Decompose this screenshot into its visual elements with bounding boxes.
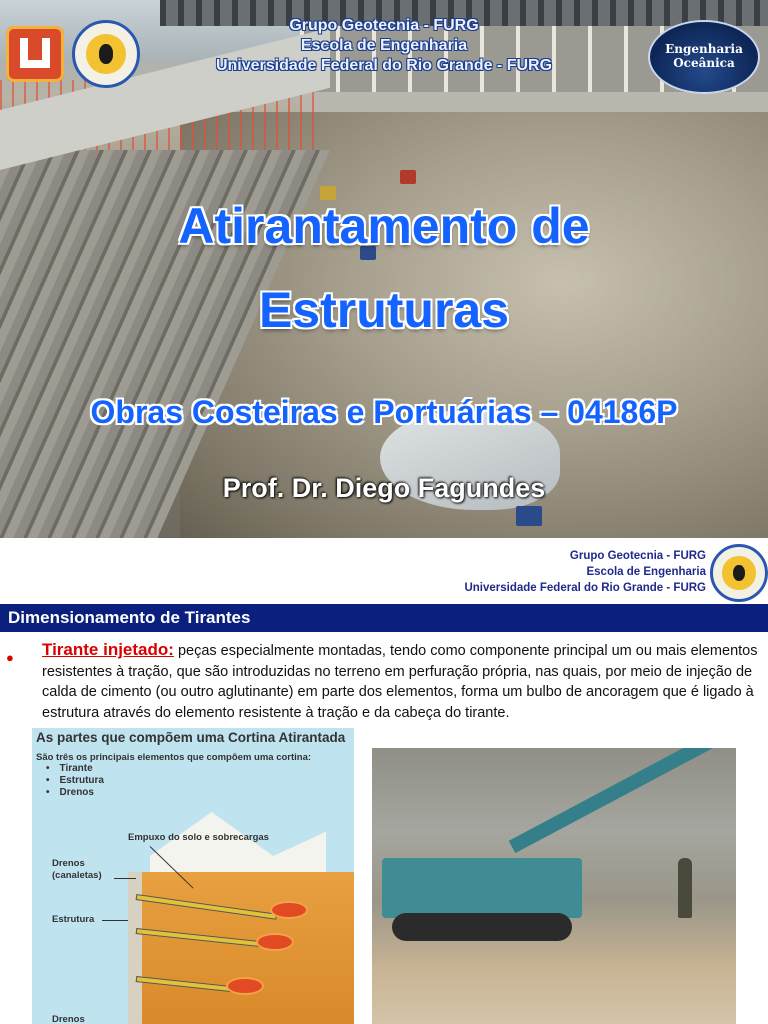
list-item: • Estrutura (46, 775, 104, 787)
institution-line-3: Universidade Federal do Rio Grande - FURG (215, 57, 553, 74)
definition-text: peças especialmente montadas, tendo como componente principal um ou mais elementos resistentes à tração, que são introduzidas no terreno em perfuração própria, nas quais, por meio de injeção de calda de cimento (ou outro aglutinante) em parte dos elementos, forma um bulbo de ancoragem que é ligado à estrutura através do elemento resistente à tração e da cabeça do tirante. (42, 643, 758, 721)
institution-header (464, 548, 706, 596)
label-empuxo: Empuxo do solo e sobrecargas (128, 832, 269, 843)
institution-line-1: Grupo Geotecnia - FURG (289, 17, 479, 34)
anchored-wall-diagram (32, 728, 354, 1024)
drill-mast (509, 748, 719, 853)
slide-title-line-1: Atirantamento de (178, 198, 590, 254)
institution-line-2: Escola de Engenharia (300, 37, 468, 54)
label-estrutura: Estrutura (52, 914, 95, 925)
slide-title-line-2: Estruturas (258, 282, 510, 338)
label-drenos-bottom: Drenos (52, 1014, 85, 1024)
anchor-bulb-icon (272, 903, 306, 917)
label-arrow (114, 878, 136, 879)
content-slide (0, 538, 768, 1024)
logo-text-line-2: Oceânica (673, 56, 735, 70)
diagram-subtitle: São três os principais elementos que compõem uma cortina: (36, 752, 312, 763)
drill-rig-track (392, 913, 572, 941)
drilling-rig-photo (372, 748, 736, 1024)
logo-text-line-1: Engenharia (665, 42, 743, 56)
institution-line-3: Universidade Federal do Rio Grande - FURG (464, 582, 706, 594)
list-item: • Drenos (46, 787, 104, 799)
truck-icon (400, 170, 416, 184)
engineering-school-seal-icon (710, 544, 768, 602)
institution-header (0, 16, 768, 76)
drill-rig-body (382, 858, 582, 918)
institution-line-1: Grupo Geotecnia - FURG (569, 550, 706, 562)
section-title: Dimensionamento de Tirantes (0, 604, 768, 632)
pump-icon (516, 506, 542, 526)
anchor-bulb-icon (258, 935, 292, 949)
definition-paragraph (42, 640, 764, 723)
diagram-element-list (46, 763, 104, 799)
label-arrow (102, 920, 128, 921)
list-item: • Tirante (46, 763, 104, 775)
institution-line-2: Escola de Engenharia (586, 566, 706, 578)
worker-figure (678, 858, 692, 918)
bullet-icon: ● (6, 650, 14, 665)
diagram-title: As partes que compõem uma Cortina Atirantada (36, 730, 346, 745)
definition-term: Tirante injetado: (42, 640, 174, 659)
course-name: Obras Costeiras e Portuárias – 04186P (90, 394, 678, 430)
label-drenos: Drenos (52, 858, 85, 869)
soil-mass (142, 872, 354, 1024)
professor-name: Prof. Dr. Diego Fagundes (222, 473, 546, 503)
label-drenos-sub: (canaletas) (52, 870, 102, 881)
anchor-bulb-icon (228, 979, 262, 993)
